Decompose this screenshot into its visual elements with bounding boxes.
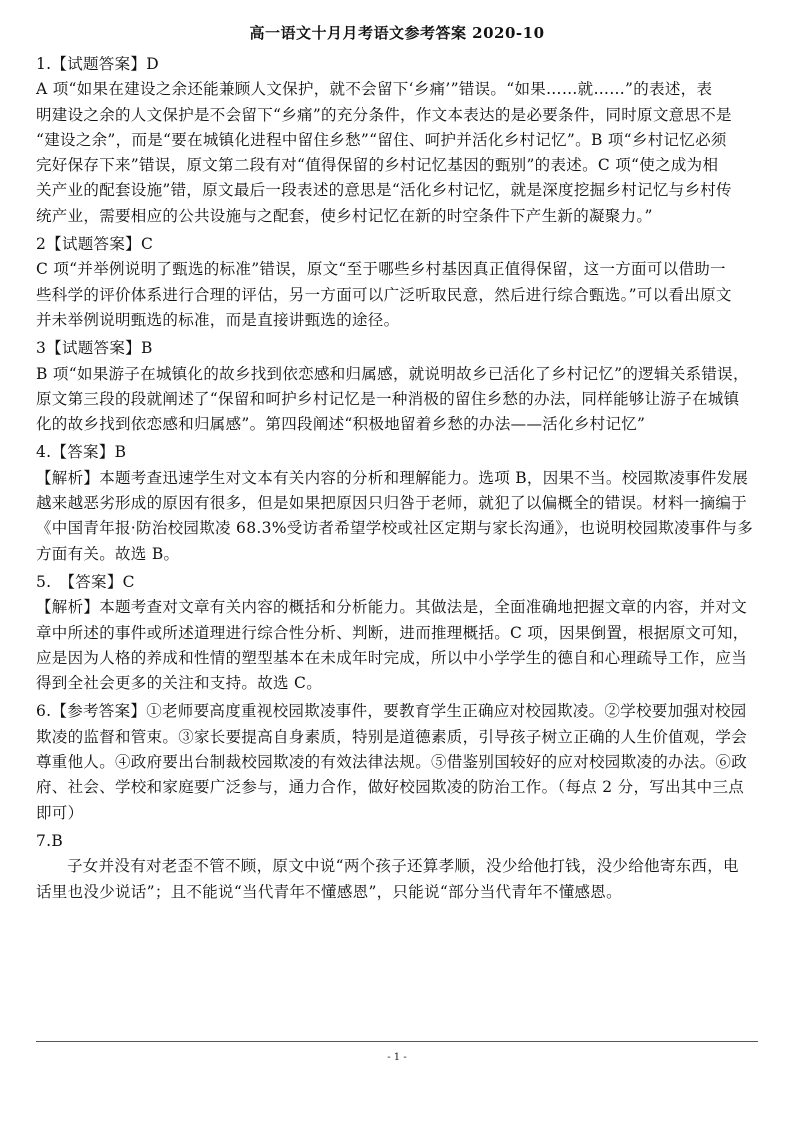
question-5-line: 应是因为人格的养成和性情的塑型基本在未成年时完成，所以中小学学生的德自和心理疏导工作，应当 <box>36 648 748 667</box>
question-4-line: 【解析】本题考查迅速学生对文本有关内容的分析和理解能力。选项 B，因果不当。校园欺凌事件发展 <box>36 468 749 487</box>
answer-document <box>36 22 758 905</box>
question-7-line: 话里也没少说话”；且不能说“当代青年不懂感恩”，只能说“部分当代青年不懂感恩。 <box>36 882 622 901</box>
question-4-line: 方面有关。故选 B。 <box>36 544 180 563</box>
question-4-heading: 4.【答案】B <box>36 443 127 462</box>
page-number: - 1 - <box>387 1052 407 1063</box>
question-7-line: 子女并没有对老歪不管不顾，原文中说“两个孩子还算孝顺，没少给他打钱，没少给他寄东西，电 <box>67 857 739 876</box>
question-5-line: 【解析】本题考查对文章有关内容的概括和分析能力。其做法是，全面准确地把握文章的内容，并对文 <box>36 598 748 617</box>
question-7 <box>36 829 758 905</box>
question-3-line: 化的故乡找到依恋感和归属感”。第四段阐述“积极地留着乡愁的办法——活化乡村记忆” <box>36 415 646 434</box>
question-1 <box>36 52 758 229</box>
question-3 <box>36 336 758 437</box>
question-6-line: 欺凌的监督和管束。③家长要提高自身素质，特别是道德素质，引导孩子树立正确的人生价值观，学会 <box>36 727 748 746</box>
question-2-line: 并未举例说明甄选的标准，而是直接讲甄选的途径。 <box>36 310 400 329</box>
question-6-line: 即可） <box>36 803 84 822</box>
question-3-heading: 3【试题答案】B <box>36 339 153 358</box>
question-7-heading: 7.B <box>36 831 64 850</box>
footer-divider <box>36 1041 758 1042</box>
question-5-line: 得到全社会更多的关注和支持。故选 C。 <box>36 674 322 693</box>
question-1-line: 关产业的配套设施”错，原文最后一段表述的意思是“活化乡村记忆，就是深度挖掘乡村记忆与乡村传 <box>36 181 732 200</box>
question-3-line: 原文第三段的段就阐述了“保留和呵护乡村记忆是一种消极的留住乡愁的办法，同样能够让游子在城镇 <box>36 389 740 408</box>
question-5-heading: 5. 【答案】C <box>36 572 135 591</box>
question-2-line: C 项“并举例说明了甄选的标准”错误，原文“至于哪些乡村基因真正值得保留，这一方面可以借助一 <box>36 260 726 279</box>
question-1-line: “建设之余”，而是“要在城镇化进程中留住乡愁”“留住、呵护并活化乡村记忆”。B 项“乡村记忆必须 <box>36 130 727 149</box>
question-1-heading: 1.【试题答案】D <box>36 55 159 73</box>
question-1-line: 统产业，需要相应的公共设施与之配套，使乡村记忆在新的时空条件下产生新的凝聚力。” <box>36 206 653 225</box>
question-4 <box>36 440 758 566</box>
question-2-line: 些科学的评价体系进行合理的评估，另一方面可以广泛听取民意，然后进行综合甄选。”可以看出原文 <box>36 285 732 304</box>
question-4-line: 《中国青年报·防治校园欺凌 68.3%受访者希望学校或社区定期与家长沟通》，也说明校园欺凌事件与多 <box>36 519 754 538</box>
question-5 <box>36 570 758 696</box>
question-3-line: B 项“如果游子在城镇化的故乡找到依恋感和归属感，就说明故乡已活化了乡村记忆”的逻辑关系错误， <box>36 364 749 383</box>
question-1-line: 完好保存下来”错误，原文第二段有对“值得保留的乡村记忆基因的甄别”的表述。C 项“使之成为相 <box>36 156 719 175</box>
question-6 <box>36 699 758 825</box>
page-title: 高一语文十月月考语文参考答案 2020-10 <box>249 24 545 42</box>
question-6-line: 6.【参考答案】①老师要高度重视校园欺凌事件，要教育学生正确应对校园欺凌。②学校要加强对校园 <box>36 702 747 721</box>
question-6-line: 尊重他人。④政府要出台制裁校园欺凌的有效法律法规。⑤借鉴别国较好的应对校园欺凌的办法。⑥政 <box>36 753 748 772</box>
question-2-heading: 2【试题答案】C <box>36 235 154 254</box>
question-1-line: A 项“如果在建设之余还能兼顾人文保护，就不会留下‘乡痛’”错误。“如果……就……”的表述，表 <box>36 80 713 99</box>
question-2 <box>36 232 758 333</box>
question-5-line: 章中所述的事件或所述道理进行综合性分析、判断，进而推理概括。C 项，因果倒置，根据原文可知， <box>36 623 749 642</box>
question-6-line: 府、社会、学校和家庭要广泛参与，通力合作，做好校园欺凌的防治工作。（每点 2 分，写出其中三点 <box>36 778 745 797</box>
question-1-line: 明建设之余的人文保护是不会留下“乡痛”的充分条件，作文本表达的是必要条件，同时原文意思不是 <box>36 105 732 124</box>
question-4-line: 越来越恶劣形成的原因有很多，但是如果把原因只归咎于老师，就犯了以偏概全的错误。材料一摘编于 <box>36 494 748 513</box>
